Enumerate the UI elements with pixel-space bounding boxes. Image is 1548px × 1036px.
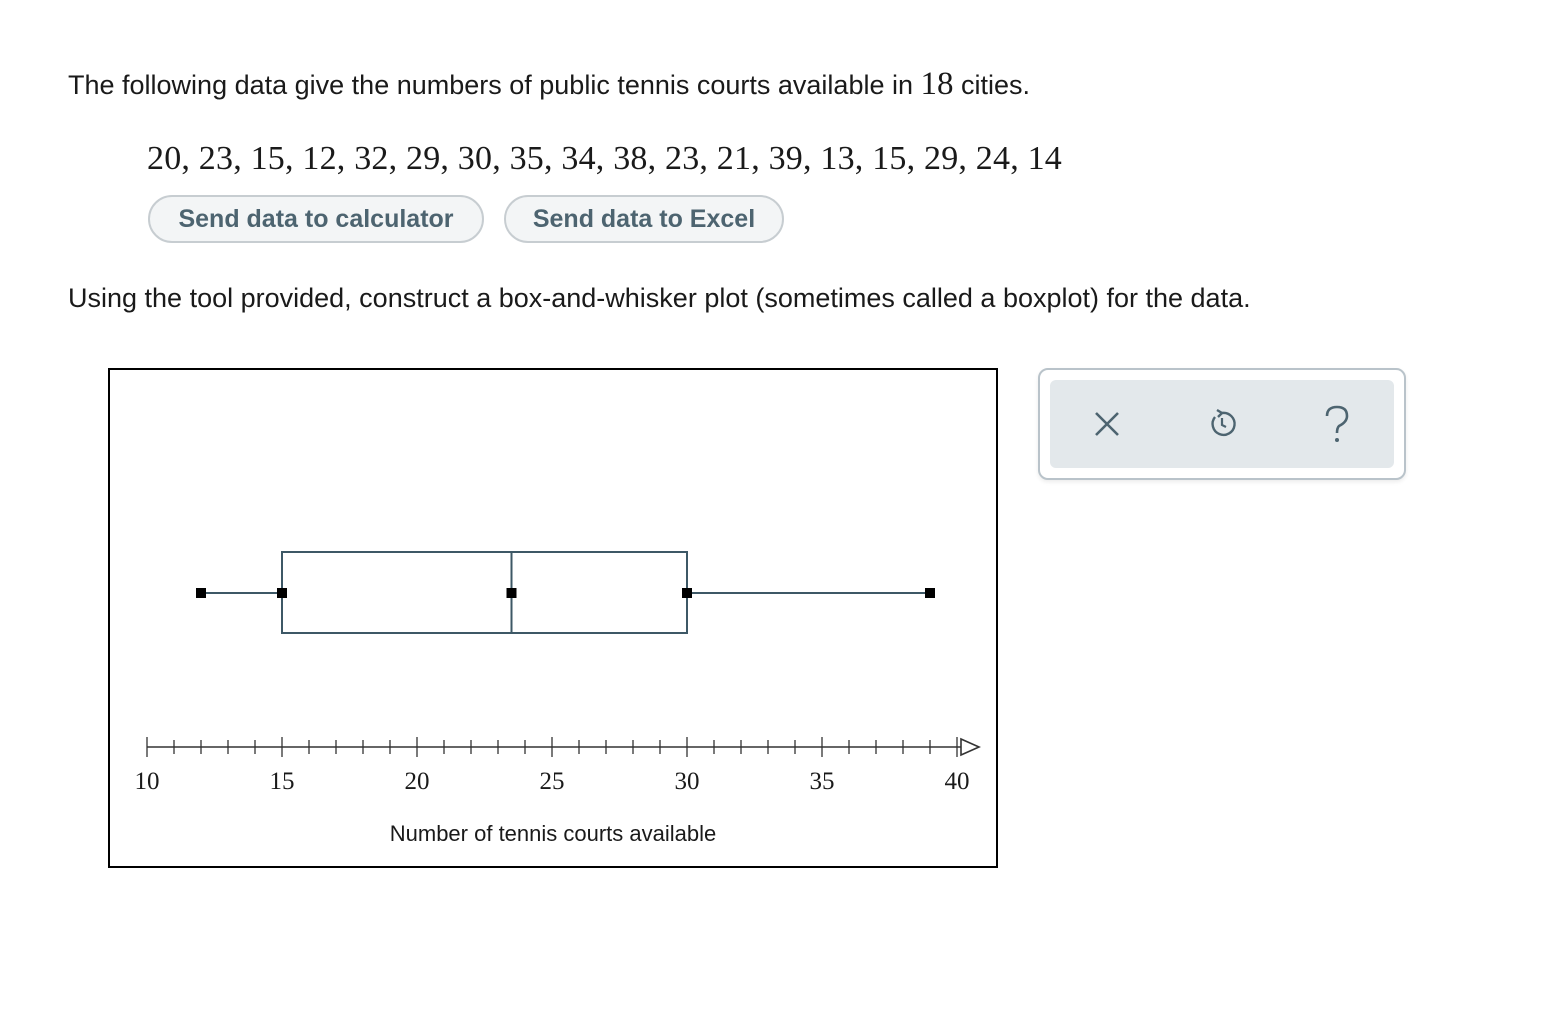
iqr-box: [282, 552, 687, 633]
x-tick-label: 15: [269, 768, 295, 795]
q1-handle[interactable]: [277, 588, 287, 598]
tool-panel: [1038, 368, 1406, 480]
x-tick-label: 20: [404, 768, 430, 795]
x-tick-label: 25: [539, 768, 565, 795]
send-to-excel-button[interactable]: Send data to Excel: [504, 195, 784, 243]
x-tick-label: 30: [674, 768, 700, 795]
x-tick-label: 40: [944, 768, 970, 795]
x-tick-label: 10: [134, 768, 160, 795]
toolbar: [1050, 380, 1394, 468]
x-tick-label: 35: [809, 768, 835, 795]
boxplot-tool-area[interactable]: [108, 368, 998, 868]
help-icon[interactable]: [1307, 394, 1367, 454]
question-prompt: [68, 66, 1030, 103]
median-handle[interactable]: [507, 588, 517, 598]
prompt-text-after: cities.: [961, 70, 1031, 100]
x-axis-arrow: [961, 739, 979, 755]
boxplot-svg[interactable]: [110, 370, 996, 866]
prompt-city-count: 18: [920, 66, 954, 102]
undo-icon[interactable]: [1192, 394, 1252, 454]
data-values: 20, 23, 15, 12, 32, 29, 30, 35, 34, 38, 23, 21, 39, 13, 15, 29, 24, 14: [147, 140, 1062, 177]
x-axis-title: Number of tennis courts available: [389, 821, 717, 846]
min-handle[interactable]: [196, 588, 206, 598]
prompt-text-before: The following data give the numbers of public tennis courts available in: [68, 70, 913, 100]
instruction-text: Using the tool provided, construct a box-and-whisker plot (sometimes called a boxplot) for the data.: [68, 283, 1251, 313]
q3-handle[interactable]: [682, 588, 692, 598]
max-handle[interactable]: [925, 588, 935, 598]
close-icon[interactable]: [1077, 394, 1137, 454]
send-to-calculator-button[interactable]: Send data to calculator: [148, 195, 484, 243]
